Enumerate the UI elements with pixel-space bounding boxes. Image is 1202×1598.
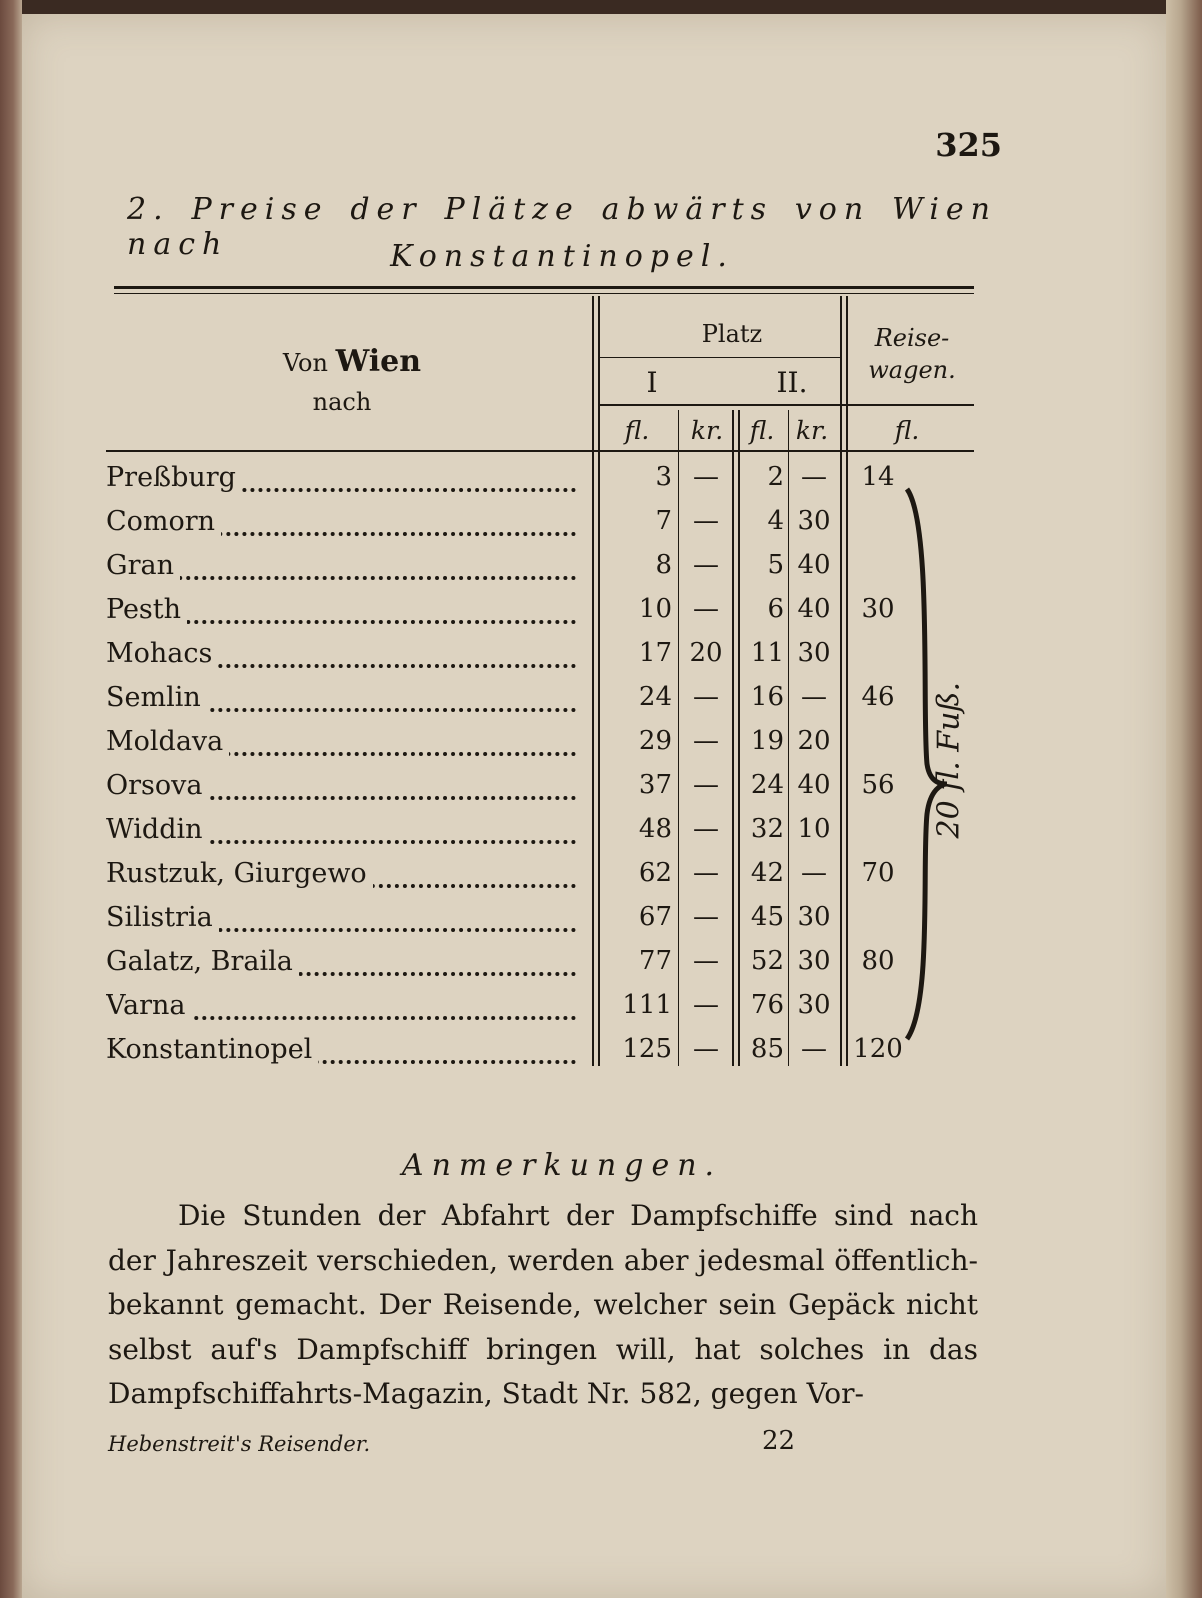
- table-row: [22, 594, 1166, 638]
- table-row: [22, 726, 1166, 770]
- cell-wagen: 46: [861, 682, 895, 712]
- cell-c1-kr: —: [693, 990, 719, 1020]
- cell-c2-kr: 20: [797, 726, 831, 756]
- row-place: [106, 506, 576, 537]
- cell-c2-fl: 45: [750, 902, 784, 932]
- cell-c1-fl: 37: [638, 770, 672, 800]
- cell-c2-kr: 30: [797, 902, 831, 932]
- cell-c1-fl: 77: [638, 946, 672, 976]
- row-place-name: Gran: [106, 550, 180, 581]
- cell-c1-kr: —: [693, 858, 719, 888]
- page-number: 325: [935, 126, 1002, 164]
- header-unit-rule: [600, 404, 974, 406]
- book-binding-left: [0, 0, 22, 1598]
- cell-c1-kr: —: [693, 770, 719, 800]
- page-title: 2. Preise der Plätze abwärts von Wien nach: [127, 192, 997, 262]
- cell-c2-kr: —: [801, 1034, 827, 1064]
- table-row: [22, 682, 1166, 726]
- unit-c2-fl: fl.: [749, 416, 775, 445]
- table-row: [22, 946, 1166, 990]
- row-place-name: Mohacs: [106, 638, 218, 669]
- row-place-name: Konstantinopel: [106, 1034, 318, 1065]
- table-top-rule-thin: [114, 293, 974, 294]
- table-top-rule: [114, 286, 974, 289]
- header-reisewagen-1: Reise-: [874, 324, 950, 352]
- book-binding-right: [1166, 0, 1202, 1598]
- row-place: [106, 1034, 576, 1065]
- cell-c2-kr: 30: [797, 638, 831, 668]
- cell-c2-kr: 10: [797, 814, 831, 844]
- row-place-name: Rustzuk, Giurgewo: [106, 858, 373, 889]
- cell-c1-kr: —: [693, 594, 719, 624]
- table-row: [22, 638, 1166, 682]
- header-reisewagen-2: wagen.: [868, 356, 956, 384]
- cell-c2-kr: 30: [797, 506, 831, 536]
- cell-c2-fl: 16: [750, 682, 784, 712]
- row-place: [106, 550, 576, 581]
- cell-c1-kr: —: [693, 814, 719, 844]
- cell-c1-kr: —: [693, 462, 719, 492]
- cell-wagen: 70: [861, 858, 895, 888]
- cell-c2-fl: 24: [750, 770, 784, 800]
- cell-c2-kr: —: [801, 462, 827, 492]
- cell-c1-fl: 7: [655, 506, 672, 536]
- row-place-name: Comorn: [106, 506, 221, 537]
- cell-c1-fl: 125: [622, 1034, 672, 1064]
- table-row: [22, 902, 1166, 946]
- cell-c1-kr: —: [693, 550, 719, 580]
- cell-c1-kr: —: [693, 1034, 719, 1064]
- row-place-name: Pesth: [106, 594, 187, 625]
- footer-signature: 22: [762, 1426, 796, 1456]
- row-place: [106, 594, 576, 625]
- cell-c2-kr: 40: [797, 594, 831, 624]
- cell-wagen: 120: [853, 1034, 903, 1064]
- cell-c2-fl: 85: [750, 1034, 784, 1064]
- cell-c2-fl: 19: [750, 726, 784, 756]
- row-place-name: Preßburg: [106, 462, 242, 493]
- cell-c1-fl: 48: [638, 814, 672, 844]
- unit-c1-fl: fl.: [624, 416, 650, 445]
- cell-c2-fl: 11: [750, 638, 784, 668]
- cell-c2-kr: 30: [797, 946, 831, 976]
- header-from: [222, 344, 482, 379]
- cell-c2-kr: 40: [797, 770, 831, 800]
- cell-c1-fl: 24: [638, 682, 672, 712]
- header-class-2: II.: [776, 366, 808, 399]
- cell-c1-fl: 29: [638, 726, 672, 756]
- cell-c1-kr: —: [693, 726, 719, 756]
- footer-author: Hebenstreit's Reisender.: [108, 1432, 371, 1456]
- row-place: [106, 858, 576, 889]
- row-place: [106, 770, 576, 801]
- cell-wagen: 56: [861, 770, 895, 800]
- table-row: [22, 858, 1166, 902]
- cell-c1-fl: 8: [655, 550, 672, 580]
- cell-c1-kr: —: [693, 506, 719, 536]
- row-place: [106, 726, 576, 757]
- cell-c1-kr: —: [693, 682, 719, 712]
- row-place: [106, 814, 576, 845]
- row-place-name: Silistria: [106, 902, 219, 933]
- book-page: [22, 14, 1166, 1598]
- cell-c2-kr: 40: [797, 550, 831, 580]
- brace-note: 20 fl. Fuß.: [931, 681, 967, 839]
- row-place: [106, 990, 576, 1021]
- row-place: [106, 682, 576, 713]
- cell-c2-fl: 76: [750, 990, 784, 1020]
- cell-c2-fl: 2: [767, 462, 784, 492]
- cell-c1-fl: 62: [638, 858, 672, 888]
- table-row: [22, 550, 1166, 594]
- cell-c1-fl: 3: [655, 462, 672, 492]
- row-place-name: Moldava: [106, 726, 229, 757]
- cell-c1-kr: —: [693, 902, 719, 932]
- table-row: [22, 814, 1166, 858]
- cell-c1-kr: 20: [689, 638, 723, 668]
- cell-c1-fl: 10: [638, 594, 672, 624]
- row-place-name: Galatz, Braila: [106, 946, 299, 977]
- cell-c2-kr: —: [801, 682, 827, 712]
- table-row: [22, 506, 1166, 550]
- cell-c2-fl: 5: [767, 550, 784, 580]
- table-row: [22, 770, 1166, 814]
- row-place-name: Varna: [106, 990, 192, 1021]
- row-place: [106, 946, 576, 977]
- header-from-city: Wien: [335, 344, 422, 379]
- cell-c2-fl: 4: [767, 506, 784, 536]
- cell-c1-fl: 17: [638, 638, 672, 668]
- row-place: [106, 902, 576, 933]
- cell-c1-fl: 67: [638, 902, 672, 932]
- row-place-name: Widdin: [106, 814, 209, 845]
- cell-c2-kr: 30: [797, 990, 831, 1020]
- unit-c1-kr: kr.: [690, 416, 724, 445]
- unit-wagen-fl: fl.: [894, 416, 920, 445]
- table-row: [22, 462, 1166, 506]
- header-from-von: Von: [282, 349, 328, 377]
- header-platz-rule: [600, 357, 840, 358]
- notes-text: Die Stunden der Abfahrt der Dampfschiffe sind nach der Jahreszeit verschieden, werden aber jedesmal öffentlich-bekannt gemacht. Der Reisende, welcher sein Gepäck nicht selbst auf's Dampfschiff bringen will, hat solches in das Dampfschiffahrts-Magazin, Stadt Nr. 582, gegen Vor-: [108, 1199, 978, 1410]
- cell-c1-kr: —: [693, 946, 719, 976]
- table-row: [22, 1034, 1166, 1078]
- header-from-nach: nach: [312, 388, 372, 416]
- notes-title: Anmerkungen.: [401, 1148, 723, 1183]
- row-place: [106, 638, 576, 669]
- cell-wagen: 30: [861, 594, 895, 624]
- cell-c2-fl: 52: [750, 946, 784, 976]
- header-platz: Platz: [701, 320, 763, 348]
- cell-c2-fl: 32: [750, 814, 784, 844]
- header-class-1: I: [646, 366, 658, 399]
- cell-wagen: 14: [861, 462, 895, 492]
- header-bottom-rule: [106, 450, 974, 452]
- unit-c2-kr: kr.: [795, 416, 829, 445]
- row-place: [106, 462, 576, 493]
- row-place-name: Semlin: [106, 682, 207, 713]
- page-title-continued: Konstantinopel.: [390, 239, 734, 274]
- cell-c2-kr: —: [801, 858, 827, 888]
- cell-c2-fl: 42: [750, 858, 784, 888]
- cell-wagen: 80: [861, 946, 895, 976]
- row-place-name: Orsova: [106, 770, 209, 801]
- table-row: [22, 990, 1166, 1034]
- cell-c2-fl: 6: [767, 594, 784, 624]
- cell-c1-fl: 111: [622, 990, 672, 1020]
